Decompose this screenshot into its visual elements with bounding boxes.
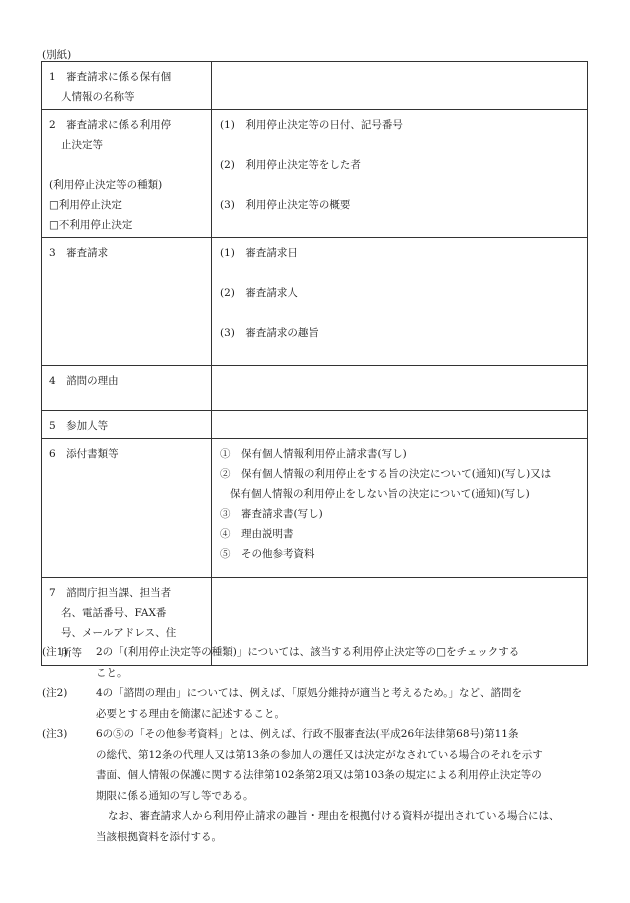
note-3-cont-line-1: なお、審査請求人から利用停止請求の趣旨・理由を根拠付ける資料が提出されている場合には、: [108, 810, 560, 822]
note-3-label: (注3): [42, 728, 68, 740]
page-label: (別紙): [42, 49, 72, 61]
row-6-content: [212, 439, 588, 578]
row-3-item-2: (2) 審査請求人: [220, 287, 298, 299]
row-2-content: [212, 110, 588, 238]
note-1-line-2: こと。: [96, 666, 128, 679]
row-1-label-line-2: 人情報の名称等: [61, 91, 135, 103]
note-2-line-1: 4の「諮問の理由」については、例えば、「原処分維持が適当と考えるため。」など、諮問を: [96, 687, 523, 699]
attachment-2-cont: 保有個人情報の利用停止をしない旨の決定について(通知)(写し): [230, 488, 530, 500]
row-4-label: 4 諮問の理由: [42, 366, 212, 411]
note-1: [42, 642, 590, 683]
row-3-item-3: (3) 審査請求の趣旨: [220, 327, 319, 339]
row-2-label: [42, 110, 212, 238]
note-2-line-2: 必要とする理由を簡潔に記述すること。: [96, 707, 285, 720]
row-3: [42, 238, 588, 366]
row-1: [42, 62, 588, 110]
note-2: [42, 683, 590, 724]
note-1-label: (注1): [42, 646, 68, 658]
row-2: [42, 110, 588, 238]
decision-type-label: (利用停止決定等の種類): [49, 179, 163, 191]
row-7-label-line-4: 所等: [61, 647, 82, 659]
row-3-content: [212, 238, 588, 366]
note-3: [42, 724, 590, 806]
checkbox-non-suspension-decision[interactable]: □不利用停止決定: [49, 219, 133, 231]
row-5-label: 5 参加人等: [42, 411, 212, 439]
note-3-line-2: の総代、第12条の代理人又は第13条の参加人の選任又は決定がなされている場合のそれを示す: [96, 748, 543, 761]
row-1-content: [212, 62, 588, 110]
row-5-content: [212, 411, 588, 439]
note-1-line-1: 2の「(利用停止決定等の種類)」については、該当する利用停止決定等の□をチェックする: [96, 646, 520, 658]
attachment-1: ① 保有個人情報利用停止請求書(写し): [220, 448, 407, 460]
attachment-2: ② 保有個人情報の利用停止をする旨の決定について(通知)(写し)又は: [220, 468, 552, 480]
checkbox-suspension-decision[interactable]: □利用停止決定: [49, 199, 122, 211]
note-2-label: (注2): [42, 687, 68, 699]
row-2-item-3: (3) 利用停止決定等の概要: [220, 199, 351, 211]
attachment-5: ⑤ その他参考資料: [220, 548, 315, 560]
row-2-label-line-1: 2 審査請求に係る利用停: [49, 119, 172, 131]
note-3-line-1: 6の⑤の「その他参考資料」とは、例えば、行政不服審査法(平成26年法律第68号)第11条: [96, 728, 519, 740]
note-3-line-4: 期限に係る通知の写し等である。: [96, 789, 254, 802]
row-3-item-1: (1) 審査請求日: [220, 247, 298, 259]
row-2-item-1: (1) 利用停止決定等の日付、記号番号: [220, 119, 403, 131]
row-1-label-line-1: 1 審査請求に係る保有個: [49, 71, 172, 83]
row-4: [42, 366, 588, 411]
row-6: [42, 439, 588, 578]
note-3-continuation: [42, 806, 590, 847]
row-2-label-line-2: 止決定等: [61, 139, 103, 151]
note-3-cont-line-2: 当該根拠資料を添付する。: [96, 830, 222, 843]
row-5: [42, 411, 588, 439]
note-3-line-3: 書面、個人情報の保護に関する法律第102条第2項又は第103条の規定による利用停止決定等の: [96, 769, 542, 781]
form-table: [41, 61, 588, 666]
attachment-3: ③ 審査請求書(写し): [220, 508, 323, 520]
row-7-label-line-1: 7 諮問庁担当課、担当者: [49, 587, 172, 599]
row-2-item-2: (2) 利用停止決定等をした者: [220, 159, 361, 171]
row-3-label: 3 審査請求: [42, 238, 212, 366]
row-7-label-line-3: 号、メールアドレス、住: [61, 627, 177, 639]
row-6-label: 6 添付書類等: [42, 439, 212, 578]
row-7-label-line-2: 名、電話番号、FAX番: [61, 607, 167, 619]
attachment-4: ④ 理由説明書: [220, 528, 294, 540]
row-1-label: [42, 62, 212, 110]
row-4-content: [212, 366, 588, 411]
notes-section: [42, 642, 590, 847]
